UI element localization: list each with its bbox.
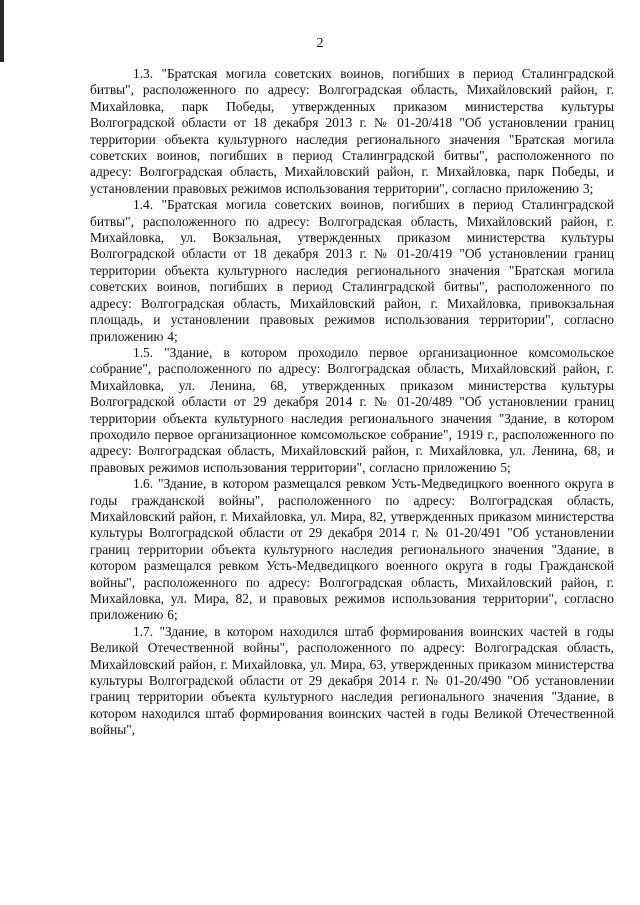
- paragraph-1-6: 1.6. "Здание, в котором размещался ревком Усть-Медведицкого военного округа в годы гражданской войны", расположенного по адресу: Волгоградская область, Михайловский район, г. Михайловка, ул. Мира, 82, утвержденных приказом министерства культуры Волгоградской области от 29 декабря 2014 г. № 01-20/491 "Об установлении границ территории объекта культурного наследия регионального значения "Здание, в котором размещался ревком Усть-Медведицкого военного округа в годы Гражданской войны", расположенного по адресу: Волгоградская область, Михайловский район, г. Михайловка, ул. Мира, 82, и правовых режимов использования территории", согласно приложению 6;: [90, 476, 614, 623]
- document-body: [90, 66, 614, 739]
- scan-edge-mark: [0, 0, 4, 62]
- paragraph-1-4: 1.4. "Братская могила советских воинов, погибших в период Сталинградской битвы", расположенного по адресу: Волгоградская область, Михайловский район, г. Михайловка, ул. Вокзальная, утвержденных приказом министерства культуры Волгоградской области от 18 декабря 2013 г. № 01-20/419 "Об установлении границ территории объекта культурного наследия регионального значения "Братская могила советских воинов, погибших в период Сталинградской битвы", расположенного по адресу: Волгоградская область, Михайловский район, г. Михайловка, привокзальная площадь, и установлении правовых режимов использования территории", согласно приложению 4;: [90, 197, 614, 344]
- paragraph-1-3: 1.3. "Братская могила советских воинов, погибших в период Сталинградской битвы", расположенного по адресу: Волгоградская область, Михайловский район, г. Михайловка, парк Победы, утвержденных приказом министерства культуры Волгоградской области от 18 декабря 2013 г. № 01-20/418 "Об установлении границ территории объекта культурного наследия регионального значения "Братская могила советских воинов, погибших в период Сталинградской битвы", расположенного по адресу: Волгоградская область, Михайловский район, г. Михайловка, парк Победы, и установлении правовых режимов использования территории", согласно приложению 3;: [90, 66, 614, 196]
- page-number: 2: [316, 36, 324, 51]
- paragraph-1-5: 1.5. "Здание, в котором проходило первое организационное комсомольское собрание", расположенного по адресу: Волгоградская область, Михайловский район, г. Михайловка, ул. Ленина, 68, утвержденных приказом министерства культуры Волгоградской области от 29 декабря 2014 г. № 01-20/489 "Об установлении границ территории объекта культурного наследия регионального значения "Здание, в котором проходило первое организационное комсомольское собрание", 1919 г., расположенного по адресу: Волгоградская область, Михайловский район, г. Михайловка, ул. Ленина, 68, и правовых режимов использования территории", согласно приложению 5;: [90, 344, 614, 475]
- paragraph-1-7: 1.7. "Здание, в котором находился штаб формирования воинских частей в годы Великой Отечественной войны", расположенного по адресу: Волгоградская область, Михайловский район, г. Михайловка, ул. Мира, 63, утвержденных приказом министерства культуры Волгоградской области от 29 декабря 2014 г. № 01-20/490 "Об установлении границ территории объекта культурного наследия регионального значения "Здание, в котором находился штаб формирования воинских частей в годы Великой Отечественной войны",: [90, 623, 614, 738]
